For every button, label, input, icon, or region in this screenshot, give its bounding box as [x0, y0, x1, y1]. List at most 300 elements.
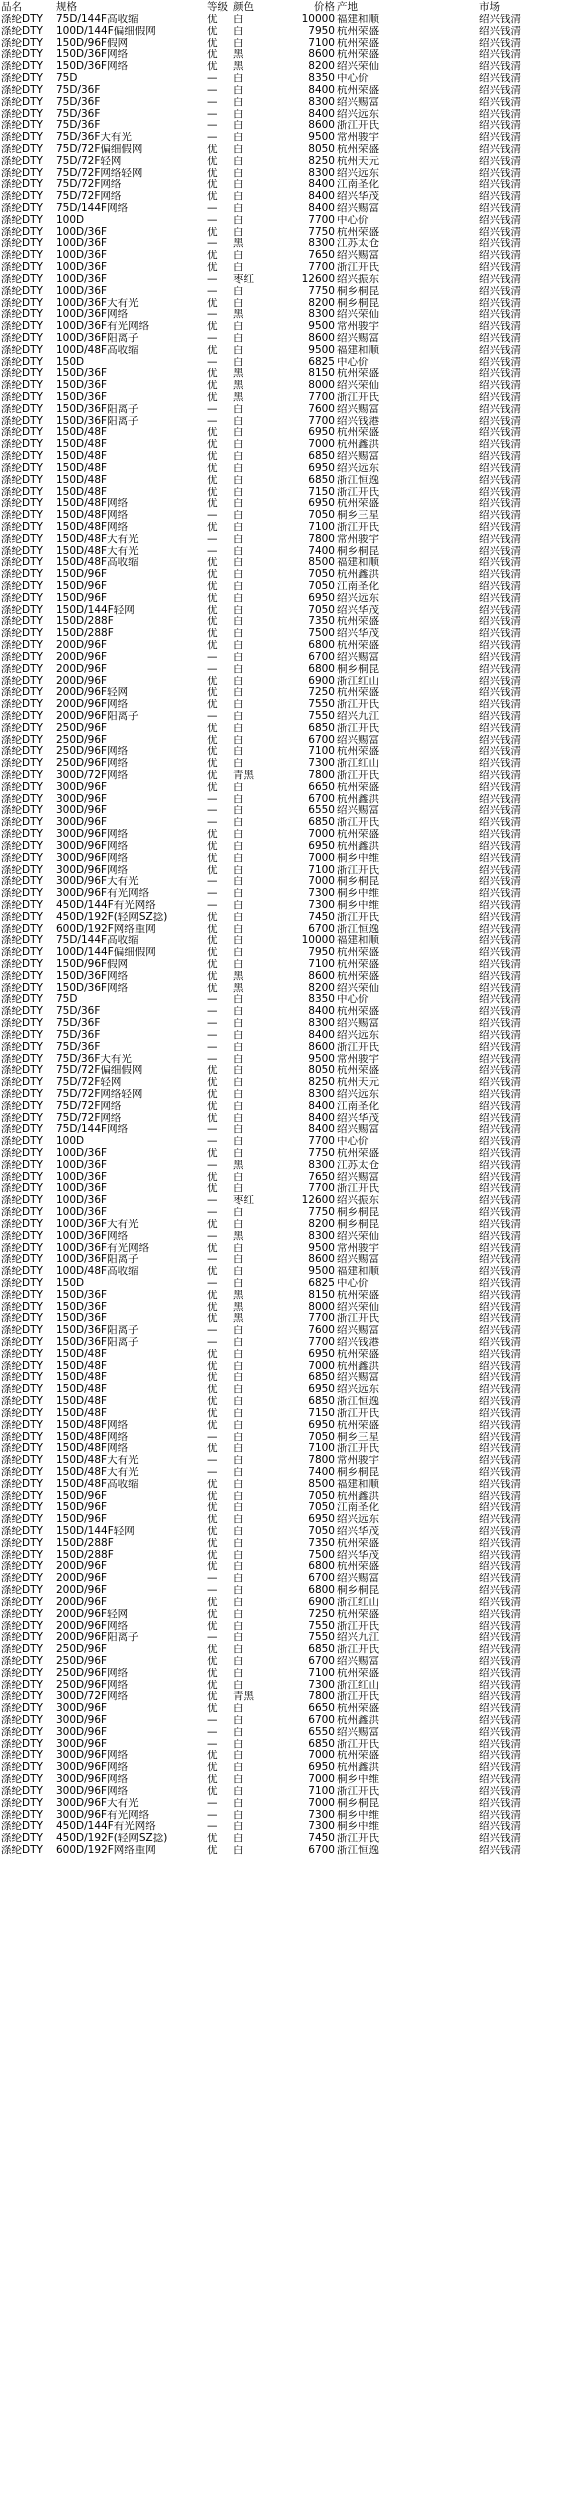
cell-name: 涤纶DTY: [1, 581, 43, 592]
cell-market: 绍兴钱清: [479, 1514, 521, 1526]
cell-origin: 浙江开氏: [337, 722, 379, 734]
cell-name: 涤纶DTY: [1, 1762, 43, 1774]
cell-origin: 福建和顺: [337, 344, 379, 356]
cell-name: 涤纶DTY: [1, 226, 43, 238]
cell-spec: 300D/96F: [56, 817, 108, 829]
table-row: [0, 451, 568, 463]
cell-origin: 桐乡中维: [337, 1809, 379, 1821]
table-row: [0, 250, 568, 262]
cell-origin: 绍兴钱港: [337, 1337, 379, 1348]
table-row: [0, 404, 568, 416]
cell-name: 涤纶DTY: [1, 1431, 43, 1443]
cell-spec: 150D/288F: [56, 628, 114, 640]
cell-color: 白: [233, 1041, 244, 1053]
cell-grade: 优: [207, 604, 218, 616]
cell-price: 6700: [308, 1573, 335, 1585]
cell-market: 绍兴钱清: [479, 1006, 521, 1018]
cell-grade: —: [207, 1136, 218, 1148]
cell-price: 6950: [308, 462, 335, 474]
cell-spec: 150D/48F: [56, 462, 108, 474]
cell-origin: 浙江开氏: [337, 1691, 379, 1703]
cell-origin: 浙江红山: [337, 758, 379, 770]
cell-market: 绍兴钱清: [479, 1632, 521, 1644]
cell-grade: —: [207, 203, 218, 214]
cell-market: 绍兴钱清: [479, 876, 521, 888]
cell-name: 涤纶DTY: [1, 356, 43, 368]
cell-name: 涤纶DTY: [1, 734, 43, 746]
cell-spec: 75D/72F轻网: [56, 155, 122, 167]
cell-origin: 中心价: [337, 73, 369, 85]
table-row: [0, 876, 568, 888]
cell-market: 绍兴钱清: [479, 1490, 521, 1502]
table-row: [0, 85, 568, 97]
cell-price: 8300: [308, 1018, 335, 1030]
cell-market: 绍兴钱清: [479, 1443, 521, 1455]
cell-spec: 150D/96F假网: [56, 959, 129, 970]
cell-spec: 75D/72F偏细假网: [56, 143, 143, 155]
cell-name: 涤纶DTY: [1, 1455, 43, 1467]
cell-color: 白: [233, 1608, 244, 1620]
cell-name: 涤纶DTY: [1, 61, 43, 73]
cell-market: 绍兴钱清: [479, 1762, 521, 1774]
cell-grade: 优: [207, 1844, 218, 1856]
cell-name: 涤纶DTY: [1, 1679, 43, 1691]
cell-price: 6700: [308, 793, 335, 805]
cell-origin: 桐乡三星: [337, 1431, 379, 1443]
cell-color: 白: [233, 805, 244, 817]
table-row: [0, 1006, 568, 1018]
cell-price: 6950: [308, 427, 335, 439]
cell-color: 白: [233, 155, 244, 167]
cell-market: 绍兴钱清: [479, 569, 521, 581]
cell-market: 绍兴钱清: [479, 1195, 521, 1207]
cell-origin: 绍兴华茂: [337, 191, 379, 203]
cell-price: 8350: [308, 73, 335, 85]
cell-price: 9500: [308, 1266, 335, 1278]
cell-color: 白: [233, 332, 244, 344]
cell-grade: 优: [207, 498, 218, 510]
table-row: [0, 687, 568, 699]
cell-price: 6550: [308, 805, 335, 817]
cell-price: 7050: [308, 604, 335, 616]
cell-market: 绍兴钱清: [479, 557, 521, 569]
cell-grade: —: [207, 1325, 218, 1337]
cell-color: 黑: [233, 1313, 244, 1325]
cell-price: 12600: [301, 1195, 335, 1207]
cell-price: 7000: [308, 1750, 335, 1762]
cell-price: 8400: [308, 1006, 335, 1018]
cell-name: 涤纶DTY: [1, 557, 43, 569]
cell-market: 绍兴钱清: [479, 486, 521, 498]
cell-color: 白: [233, 1715, 244, 1726]
cell-price: 7600: [308, 1325, 335, 1337]
cell-grade: 优: [207, 1100, 218, 1112]
cell-name: 涤纶DTY: [1, 108, 43, 120]
cell-market: 绍兴钱清: [479, 1844, 521, 1856]
cell-spec: 300D/96F网络: [56, 1774, 129, 1786]
cell-color: 白: [233, 1218, 244, 1230]
cell-market: 绍兴钱清: [479, 911, 521, 923]
cell-market: 绍兴钱清: [479, 285, 521, 297]
cell-grade: —: [207, 1466, 218, 1478]
table-row: [0, 1432, 568, 1444]
cell-color: 白: [233, 427, 244, 439]
cell-spec: 75D/36F: [56, 1041, 101, 1053]
cell-origin: 江南圣化: [337, 1100, 379, 1112]
cell-color: 白: [233, 1762, 244, 1774]
cell-grade: 优: [207, 14, 218, 25]
cell-spec: 100D/36F: [56, 262, 108, 274]
cell-origin: 桐乡桐昆: [337, 1207, 379, 1219]
cell-name: 涤纶DTY: [1, 1301, 43, 1313]
cell-spec: 100D/36F: [56, 1148, 108, 1159]
cell-color: 白: [233, 533, 244, 545]
cell-origin: 桐乡桐昆: [337, 285, 379, 297]
cell-price: 7400: [308, 545, 335, 557]
table-row: [0, 605, 568, 617]
table-row: [0, 120, 568, 132]
cell-price: 7100: [308, 959, 335, 970]
cell-color: 白: [233, 899, 244, 911]
cell-name: 涤纶DTY: [1, 628, 43, 640]
cell-spec: 300D/72F网络: [56, 1691, 129, 1703]
cell-market: 绍兴钱清: [479, 994, 521, 1006]
table-row: [0, 345, 568, 357]
cell-origin: 绍兴赐富: [337, 1018, 379, 1030]
cell-color: 黑: [233, 982, 244, 994]
cell-spec: 75D/36F: [56, 120, 101, 132]
cell-grade: 优: [207, 687, 218, 699]
cell-market: 绍兴钱清: [479, 132, 521, 144]
cell-market: 绍兴钱清: [479, 392, 521, 403]
cell-price: 6950: [308, 1348, 335, 1360]
cell-origin: 常州骏宇: [337, 1455, 379, 1467]
cell-grade: 优: [207, 191, 218, 203]
cell-name: 涤纶DTY: [1, 1148, 43, 1159]
cell-name: 涤纶DTY: [1, 380, 43, 392]
cell-price: 8400: [308, 84, 335, 96]
cell-grade: 优: [207, 1407, 218, 1419]
cell-price: 6650: [308, 1703, 335, 1715]
cell-name: 涤纶DTY: [1, 1844, 43, 1856]
cell-price: 7150: [308, 486, 335, 498]
table-row: [0, 380, 568, 392]
cell-color: 白: [233, 285, 244, 297]
cell-market: 绍兴钱清: [479, 1230, 521, 1242]
cell-color: 白: [233, 1337, 244, 1348]
cell-price: 7700: [308, 392, 335, 403]
cell-origin: 浙江开氏: [337, 1407, 379, 1419]
column-header-grade: 等级: [207, 1, 228, 13]
cell-grade: 优: [207, 321, 218, 333]
cell-origin: 浙江红山: [337, 1596, 379, 1608]
cell-market: 绍兴钱清: [479, 935, 521, 947]
cell-market: 绍兴钱清: [479, 1360, 521, 1372]
cell-market: 绍兴钱清: [479, 1207, 521, 1219]
cell-grade: 优: [207, 557, 218, 569]
table-row: [0, 935, 568, 947]
table-row: [0, 557, 568, 569]
cell-name: 涤纶DTY: [1, 321, 43, 333]
table-row: [0, 1798, 568, 1810]
cell-origin: 绍兴远东: [337, 1088, 379, 1100]
table-row: [0, 1455, 568, 1467]
cell-grade: 优: [207, 1183, 218, 1195]
cell-price: 6900: [308, 1596, 335, 1608]
cell-spec: 75D: [56, 994, 78, 1006]
cell-color: 黑: [233, 380, 244, 392]
cell-color: 白: [233, 1029, 244, 1041]
cell-price: 7750: [308, 285, 335, 297]
cell-spec: 100D/36F有光网络: [56, 1242, 150, 1254]
cell-name: 涤纶DTY: [1, 1372, 43, 1384]
table-row: [0, 1195, 568, 1207]
cell-name: 涤纶DTY: [1, 462, 43, 474]
cell-origin: 杭州荣盛: [337, 970, 379, 982]
table-row: [0, 1337, 568, 1349]
table-row: [0, 333, 568, 345]
cell-market: 绍兴钱清: [479, 1738, 521, 1750]
table-row: [0, 1207, 568, 1219]
cell-name: 涤纶DTY: [1, 651, 43, 663]
cell-price: 9500: [308, 1053, 335, 1065]
cell-grade: —: [207, 545, 218, 557]
cell-spec: 150D/48F: [56, 486, 108, 498]
table-row: [0, 1266, 568, 1278]
table-row: [0, 1372, 568, 1384]
cell-grade: 优: [207, 592, 218, 604]
cell-market: 绍兴钱清: [479, 959, 521, 970]
cell-origin: 杭州荣盛: [337, 25, 379, 37]
cell-color: 白: [233, 1242, 244, 1254]
cell-market: 绍兴钱清: [479, 592, 521, 604]
cell-color: 白: [233, 1372, 244, 1384]
cell-spec: 100D/36F: [56, 226, 108, 238]
cell-market: 绍兴钱清: [479, 1785, 521, 1797]
cell-name: 涤纶DTY: [1, 1124, 43, 1136]
cell-grade: 优: [207, 392, 218, 403]
cell-origin: 杭州荣盛: [337, 226, 379, 238]
cell-market: 绍兴钱清: [479, 947, 521, 959]
cell-color: 白: [233, 1726, 244, 1738]
cell-grade: —: [207, 403, 218, 415]
cell-name: 涤纶DTY: [1, 911, 43, 923]
cell-grade: —: [207, 1573, 218, 1585]
cell-name: 涤纶DTY: [1, 982, 43, 994]
cell-spec: 100D/36F网络: [56, 309, 129, 321]
cell-spec: 300D/96F: [56, 781, 108, 793]
cell-grade: 优: [207, 1514, 218, 1526]
cell-name: 涤纶DTY: [1, 273, 43, 285]
cell-price: 7550: [308, 699, 335, 711]
cell-price: 6950: [308, 1762, 335, 1774]
cell-origin: 常州骏宇: [337, 1242, 379, 1254]
cell-grade: 优: [207, 569, 218, 581]
cell-spec: 150D: [56, 1277, 85, 1289]
cell-market: 绍兴钱清: [479, 1112, 521, 1124]
cell-spec: 100D/36F: [56, 1195, 108, 1207]
cell-name: 涤纶DTY: [1, 864, 43, 876]
cell-market: 绍兴钱清: [479, 1478, 521, 1490]
cell-color: 白: [233, 1478, 244, 1490]
table-row: [0, 924, 568, 936]
cell-spec: 75D/144F高收缩: [56, 935, 139, 947]
cell-market: 绍兴钱清: [479, 1266, 521, 1278]
cell-color: 白: [233, 1088, 244, 1100]
cell-color: 白: [233, 640, 244, 652]
cell-spec: 250D/96F网络: [56, 1667, 129, 1679]
cell-grade: —: [207, 817, 218, 829]
cell-price: 7650: [308, 250, 335, 262]
cell-color: 白: [233, 710, 244, 722]
cell-market: 绍兴钱清: [479, 1171, 521, 1183]
cell-spec: 300D/96F网络: [56, 829, 129, 841]
table-row: [0, 593, 568, 605]
table-row: [0, 168, 568, 180]
table-row: [0, 1739, 568, 1751]
cell-name: 涤纶DTY: [1, 1360, 43, 1372]
cell-grade: 优: [207, 1502, 218, 1514]
cell-color: 黑: [233, 1289, 244, 1301]
cell-color: 白: [233, 143, 244, 155]
table-row: [0, 1550, 568, 1562]
cell-name: 涤纶DTY: [1, 840, 43, 852]
cell-grade: —: [207, 1726, 218, 1738]
cell-price: 8250: [308, 1077, 335, 1089]
cell-grade: —: [207, 309, 218, 321]
cell-spec: 150D/48F: [56, 1407, 108, 1419]
cell-market: 绍兴钱清: [479, 439, 521, 451]
cell-color: 白: [233, 73, 244, 85]
table-row: [0, 817, 568, 829]
cell-color: 白: [233, 935, 244, 947]
cell-grade: 优: [207, 61, 218, 73]
table-row: [0, 1514, 568, 1526]
cell-price: 7100: [308, 746, 335, 758]
cell-grade: 优: [207, 1644, 218, 1656]
cell-spec: 100D/36F网络: [56, 1230, 129, 1242]
cell-price: 7250: [308, 687, 335, 699]
cell-market: 绍兴钱清: [479, 1183, 521, 1195]
cell-market: 绍兴钱清: [479, 96, 521, 108]
cell-grade: 优: [207, 439, 218, 451]
cell-origin: 福建和顺: [337, 557, 379, 569]
table-row: [0, 1089, 568, 1101]
cell-price: 8200: [308, 1218, 335, 1230]
cell-price: 7000: [308, 439, 335, 451]
cell-color: 白: [233, 1183, 244, 1195]
column-header-color: 颜色: [233, 1, 254, 13]
cell-origin: 绍兴华茂: [337, 604, 379, 616]
cell-color: 白: [233, 911, 244, 923]
cell-grade: 优: [207, 1537, 218, 1549]
cell-market: 绍兴钱清: [479, 1644, 521, 1656]
cell-color: 白: [233, 758, 244, 770]
cell-color: 白: [233, 840, 244, 852]
cell-price: 6850: [308, 1396, 335, 1408]
cell-color: 白: [233, 1254, 244, 1266]
cell-color: 白: [233, 486, 244, 498]
cell-origin: 浙江恒逸: [337, 1396, 379, 1408]
cell-grade: 优: [207, 923, 218, 935]
cell-grade: 优: [207, 1561, 218, 1573]
cell-spec: 75D/72F网络轻网: [56, 1088, 143, 1100]
cell-origin: 绍兴华茂: [337, 1112, 379, 1124]
cell-origin: 浙江开氏: [337, 817, 379, 829]
cell-color: 白: [233, 864, 244, 876]
cell-grade: —: [207, 651, 218, 663]
cell-grade: 优: [207, 155, 218, 167]
cell-origin: 绍兴赐富: [337, 451, 379, 463]
cell-price: 7800: [308, 1691, 335, 1703]
cell-color: 白: [233, 557, 244, 569]
cell-market: 绍兴钱清: [479, 1396, 521, 1408]
cell-name: 涤纶DTY: [1, 781, 43, 793]
table-row: [0, 1538, 568, 1550]
cell-price: 8400: [308, 203, 335, 214]
cell-spec: 250D/96F: [56, 1644, 108, 1656]
cell-grade: —: [207, 1585, 218, 1597]
cell-name: 涤纶DTY: [1, 1620, 43, 1632]
cell-origin: 绍兴华茂: [337, 1526, 379, 1537]
cell-spec: 150D/48F: [56, 451, 108, 463]
cell-name: 涤纶DTY: [1, 179, 43, 191]
cell-grade: —: [207, 1797, 218, 1809]
cell-grade: 优: [207, 781, 218, 793]
table-row: [0, 357, 568, 369]
cell-color: 白: [233, 734, 244, 746]
cell-name: 涤纶DTY: [1, 1644, 43, 1656]
cell-market: 绍兴钱清: [479, 675, 521, 687]
cell-grade: —: [207, 84, 218, 96]
cell-color: 白: [233, 781, 244, 793]
table-row: [0, 1821, 568, 1833]
cell-name: 涤纶DTY: [1, 687, 43, 699]
table-row: [0, 699, 568, 711]
cell-origin: 中心价: [337, 1136, 369, 1148]
cell-origin: 绍兴荣仙: [337, 982, 379, 994]
cell-origin: 浙江红山: [337, 1679, 379, 1691]
cell-name: 涤纶DTY: [1, 1596, 43, 1608]
cell-origin: 桐乡桐昆: [337, 663, 379, 675]
cell-grade: 优: [207, 262, 218, 274]
table-row: [0, 498, 568, 510]
cell-spec: 150D/36F: [56, 1301, 108, 1313]
table-row: [0, 994, 568, 1006]
cell-spec: 150D/288F: [56, 616, 114, 628]
cell-color: 白: [233, 545, 244, 557]
cell-name: 涤纶DTY: [1, 143, 43, 155]
cell-price: 7100: [308, 37, 335, 49]
cell-color: 黑: [233, 49, 244, 61]
cell-color: 白: [233, 569, 244, 581]
cell-color: 黑: [233, 1301, 244, 1313]
cell-price: 6850: [308, 474, 335, 486]
cell-price: 8600: [308, 970, 335, 982]
cell-price: 6550: [308, 1726, 335, 1738]
cell-spec: 150D/48F: [56, 1384, 108, 1396]
cell-name: 涤纶DTY: [1, 1183, 43, 1195]
table-row: [0, 1585, 568, 1597]
cell-spec: 75D/36F: [56, 96, 101, 108]
cell-name: 涤纶DTY: [1, 14, 43, 25]
table-row: [0, 510, 568, 522]
column-header-spec: 规格: [56, 1, 77, 13]
cell-price: 6700: [308, 923, 335, 935]
cell-origin: 杭州荣盛: [337, 781, 379, 793]
cell-color: 白: [233, 1821, 244, 1833]
table-row: [0, 971, 568, 983]
